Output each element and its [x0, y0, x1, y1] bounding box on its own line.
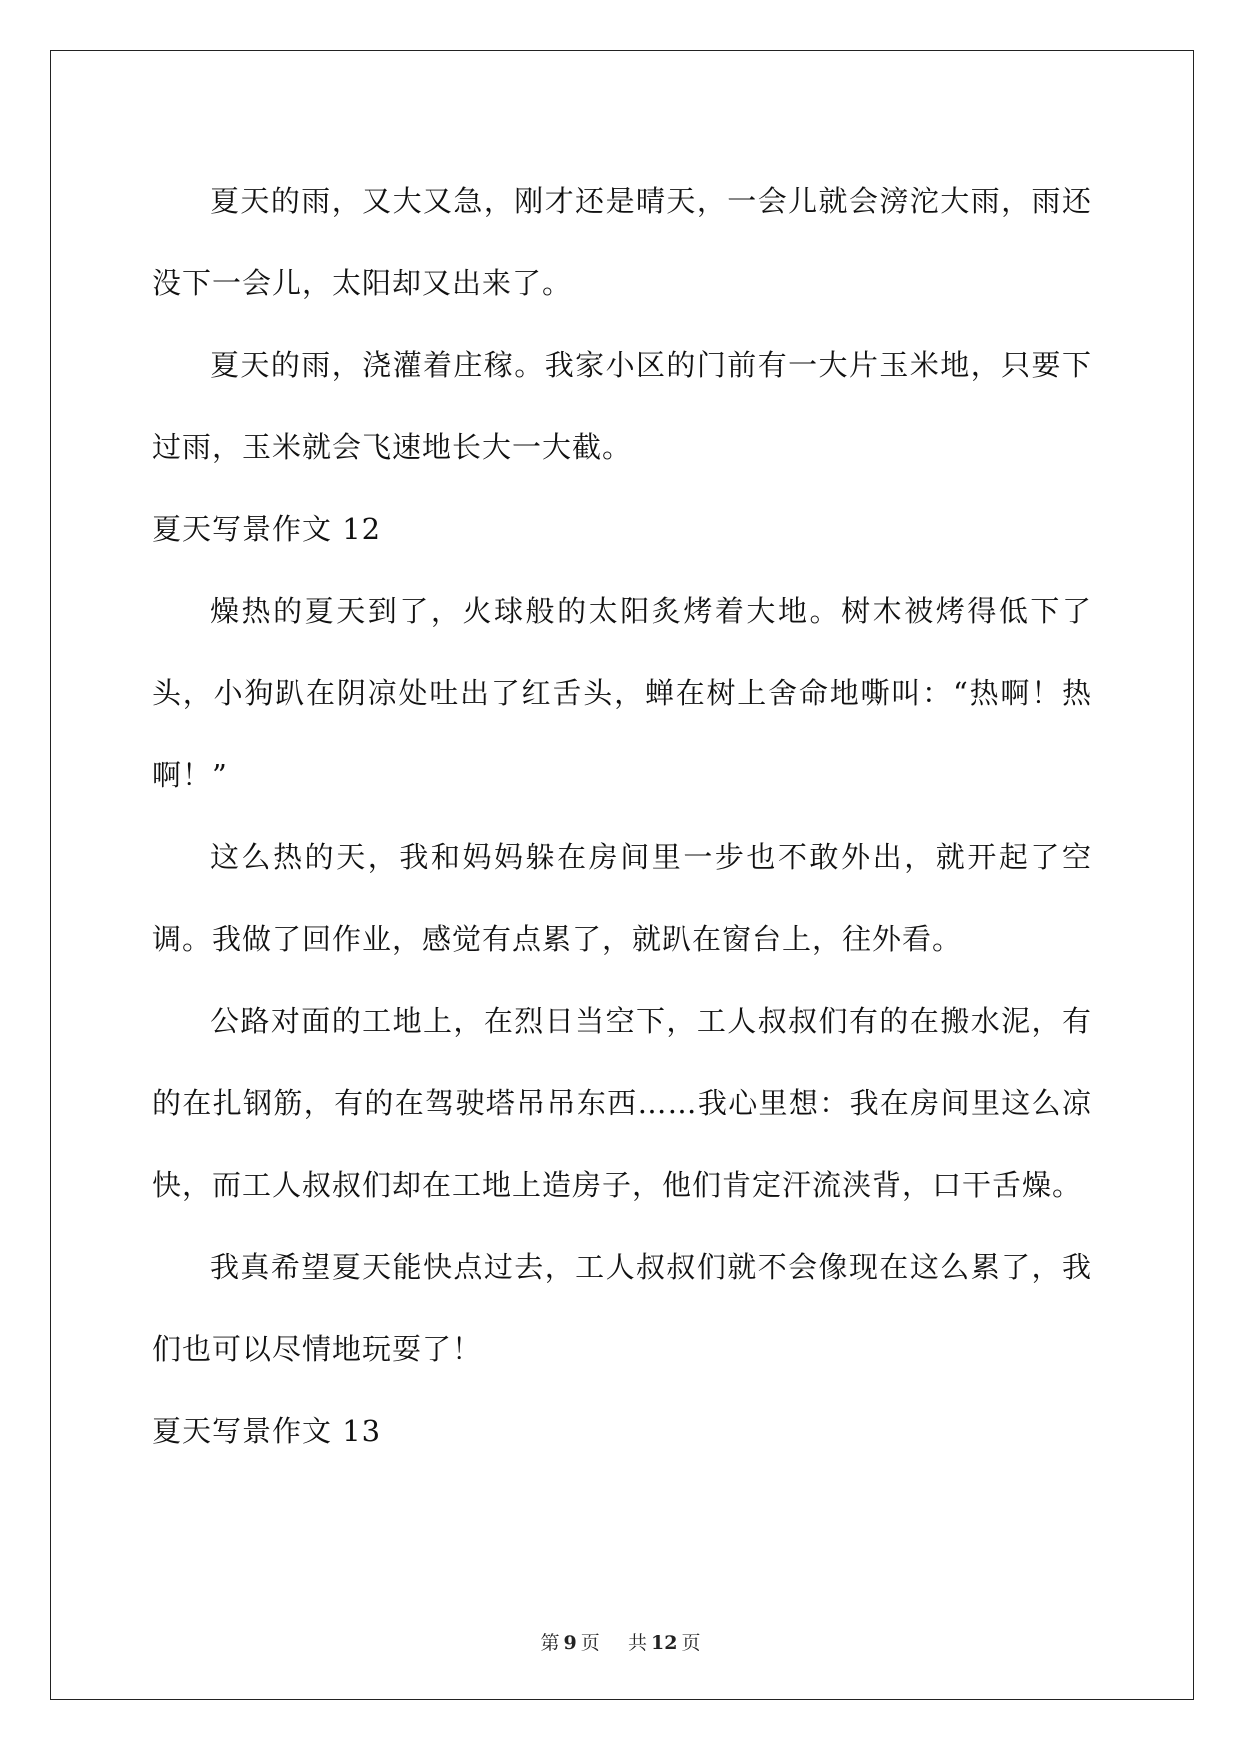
current-page-number: 9 [563, 1632, 577, 1654]
section-heading: 夏天写景作文 12 [152, 512, 382, 546]
document-body [152, 160, 1092, 1472]
paragraph: 公路对面的工地上，在烈日当空下，工人叔叔们有的在搬水泥，有的在扎钢筋，有的在驾驶塔吊吊东西……我心里想：我在房间里这么凉快，而工人叔叔们却在工地上造房子，他们肯定汗流浃背，口干舌燥。 [152, 1004, 1092, 1202]
total-page-number: 12 [650, 1632, 678, 1654]
page-footer [0, 1628, 1241, 1655]
page-prefix: 第 [540, 1632, 560, 1654]
paragraph: 这么热的天，我和妈妈躲在房间里一步也不敢外出，就开起了空调。我做了回作业，感觉有点累了，就趴在窗台上，往外看。 [152, 840, 1092, 956]
section-heading: 夏天写景作文 13 [152, 1414, 382, 1448]
paragraph: 燥热的夏天到了，火球般的太阳炙烤着大地。树木被烤得低下了头，小狗趴在阴凉处吐出了红舌头，蝉在树上舍命地嘶叫：“热啊！热啊！” [152, 594, 1092, 792]
paragraph: 夏天的雨，浇灌着庄稼。我家小区的门前有一大片玉米地，只要下过雨，玉米就会飞速地长大一大截。 [152, 348, 1092, 464]
total-unit: 页 [681, 1632, 701, 1654]
paragraph: 夏天的雨，又大又急，刚才还是晴天，一会儿就会滂沱大雨，雨还没下一会儿，太阳却又出来了。 [152, 184, 1092, 300]
paragraph: 我真希望夏天能快点过去，工人叔叔们就不会像现在这么累了，我们也可以尽情地玩耍了！ [152, 1250, 1092, 1366]
total-prefix: 共 [627, 1632, 647, 1654]
page-unit: 页 [580, 1632, 600, 1654]
